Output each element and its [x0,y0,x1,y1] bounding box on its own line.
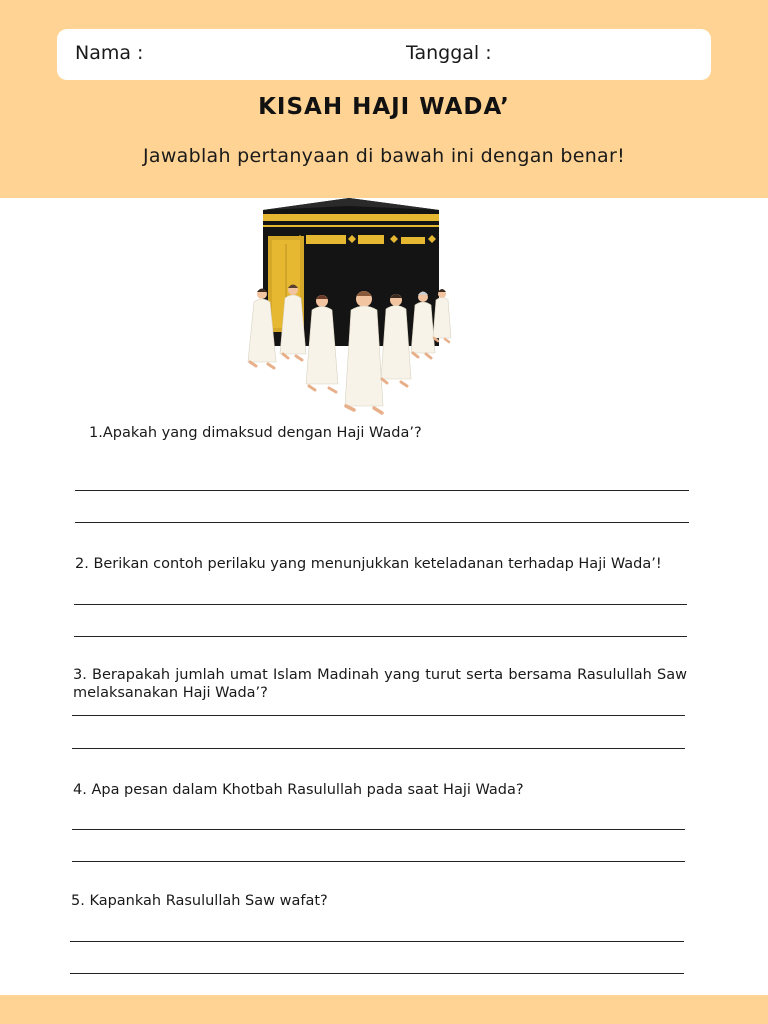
name-label: Nama : [75,42,144,64]
header-banner [0,0,768,198]
answer-line [74,636,687,637]
name-date-box [57,29,711,80]
date-label: Tanggal : [406,42,492,64]
question-2: 2. Berikan contoh perilaku yang menunjukkan keteladanan terhadap Haji Wada’! [75,556,662,572]
answer-line [74,604,687,605]
instruction-text: Jawablah pertanyaan di bawah ini dengan benar! [142,145,626,167]
question-3: 3. Berapakah jumlah umat Islam Madinah yang turut serta bersama Rasulullah Saw melaksanakan Haji Wada’? [73,667,687,701]
question-4: 4. Apa pesan dalam Khotbah Rasulullah pada saat Haji Wada? [73,782,524,798]
answer-line [72,748,685,749]
answer-line [72,715,685,716]
answer-line [72,829,685,830]
answer-line [75,522,689,523]
page-title: KISAH HAJI WADA’ [258,94,510,120]
footer-band [0,995,768,1024]
answer-line [70,941,684,942]
answer-line [70,973,684,974]
question-5: 5. Kapankah Rasulullah Saw wafat? [71,893,328,909]
answer-line [72,861,685,862]
question-1: 1.Apakah yang dimaksud dengan Haji Wada’? [89,425,422,441]
kaaba-pilgrims-illustration [236,196,462,422]
answer-line [75,490,689,491]
